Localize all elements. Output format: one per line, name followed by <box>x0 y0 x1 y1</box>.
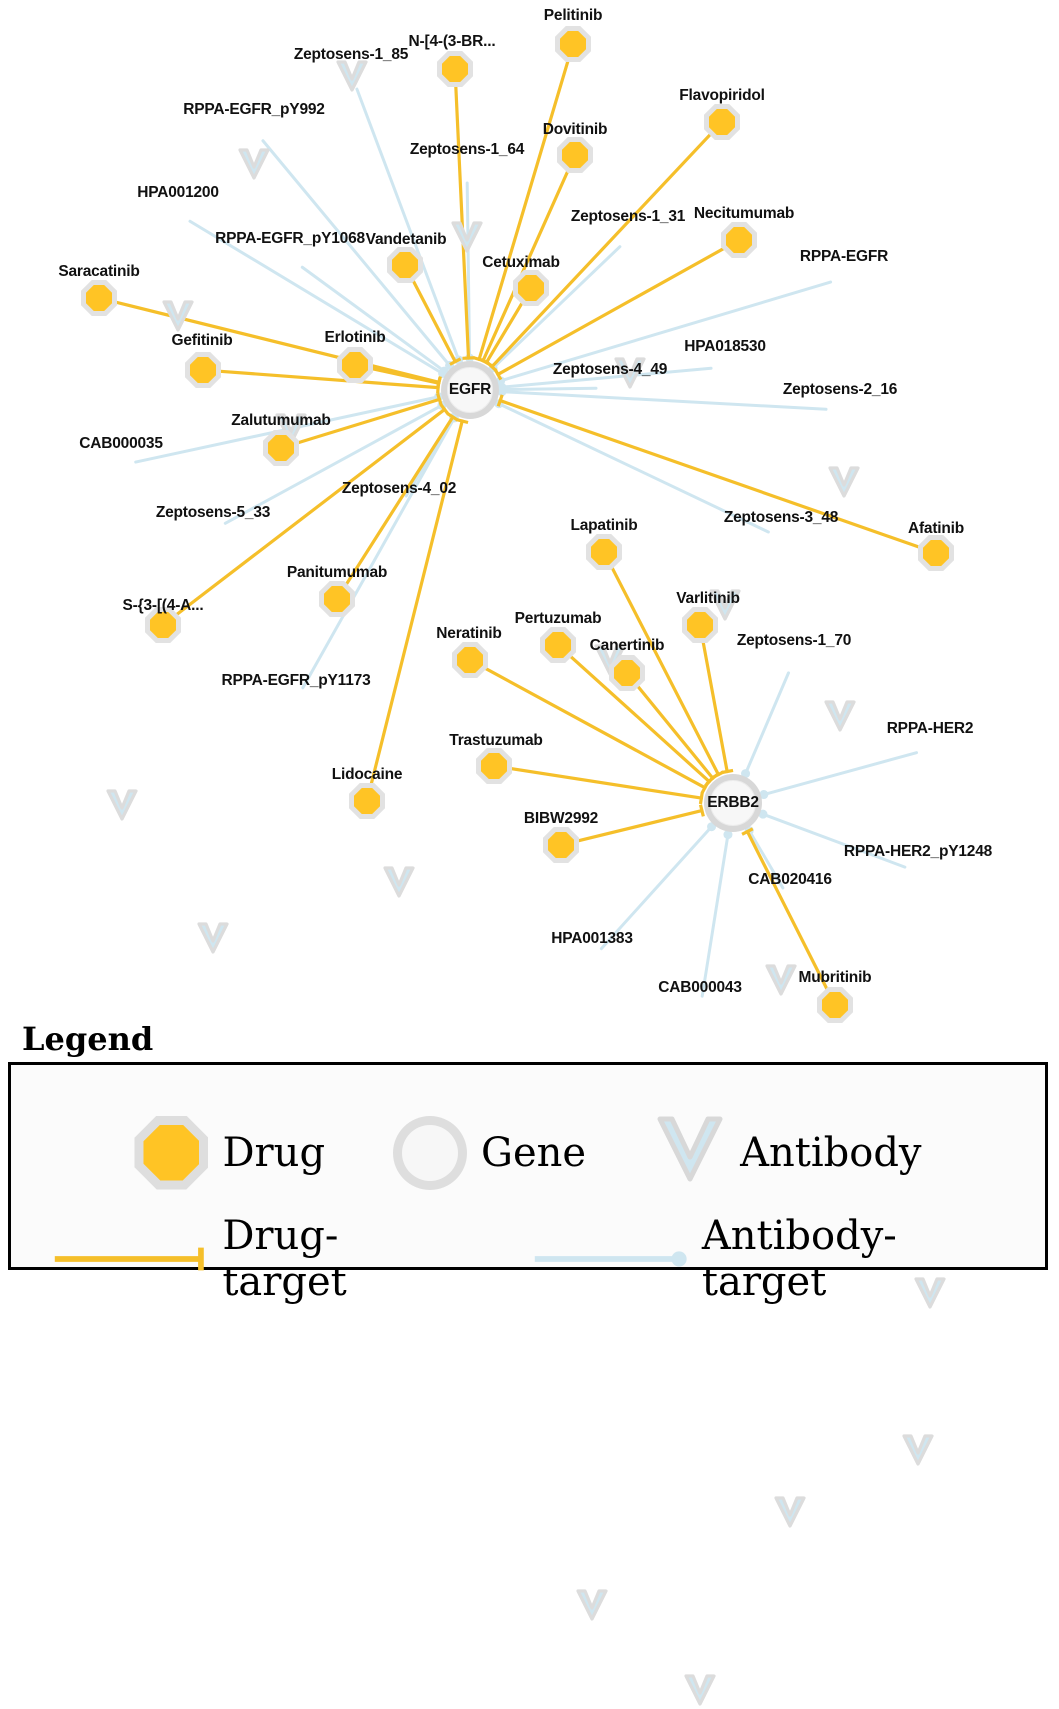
drug-node[interactable] <box>513 270 549 306</box>
drug-octagon-icon <box>591 539 617 565</box>
drug-label: N-[4-(3-BR... <box>408 33 496 50</box>
drug-node[interactable] <box>557 137 593 173</box>
drug-octagon-icon <box>562 142 588 168</box>
legend-node-types <box>11 1113 1045 1192</box>
gene-label: ERBB2 <box>707 794 759 811</box>
antibody-chevron-icon <box>237 147 271 183</box>
drug-node[interactable] <box>555 26 591 62</box>
legend-drug-edge <box>51 1213 451 1305</box>
antibody-label: RPPA-EGFR <box>799 248 889 265</box>
legend-edge-types <box>11 1213 1045 1305</box>
antibody-label: Zeptosens-3_48 <box>723 509 839 526</box>
drug-node[interactable] <box>609 655 645 691</box>
antibody-label: Zeptosens-5_33 <box>155 504 271 521</box>
drug-label: Pertuzumab <box>514 610 602 627</box>
legend-drug <box>134 1116 325 1190</box>
antibody-chevron-icon <box>773 1495 807 1531</box>
drug-label: Lidocaine <box>331 766 403 783</box>
legend-drug-edge-label: Drug-target <box>222 1213 347 1305</box>
legend <box>0 1020 1059 1305</box>
legend-title: Legend <box>22 1020 154 1058</box>
drug-octagon-icon <box>518 275 544 301</box>
antibody-node[interactable] <box>237 147 271 181</box>
drug-label: Mubritinib <box>798 969 872 986</box>
legend-drug-label: Drug <box>222 1129 326 1176</box>
drug-node[interactable] <box>319 581 355 617</box>
antibody-label: CAB020416 <box>748 871 832 888</box>
antibody-node[interactable] <box>161 299 195 333</box>
antibody-node[interactable] <box>683 1673 717 1707</box>
antibody-node[interactable] <box>823 699 857 733</box>
antibody-label: RPPA-HER2_pY1248 <box>843 843 993 860</box>
drug-node[interactable] <box>721 222 757 258</box>
drug-label: Panitumumab <box>286 564 388 581</box>
antibody-label: Zeptosens-4_02 <box>341 480 457 497</box>
legend-antibody-label: Antibody <box>740 1129 922 1176</box>
drug-node[interactable] <box>452 642 488 678</box>
antibody-node[interactable] <box>196 921 230 955</box>
drug-node[interactable] <box>817 987 853 1023</box>
drug-label: Neratinib <box>436 625 502 642</box>
drug-octagon-icon <box>190 357 216 383</box>
antibody-node[interactable] <box>827 465 861 499</box>
antibody-label: Zeptosens-2_16 <box>782 381 898 398</box>
antibody-node[interactable] <box>901 1433 935 1467</box>
drug-octagon-icon <box>342 352 368 378</box>
drug-node[interactable] <box>543 827 579 863</box>
antibody-node[interactable] <box>450 220 484 254</box>
antibody-chevron-icon <box>654 1113 726 1192</box>
antibody-label: HPA001383 <box>551 930 633 947</box>
antibody-label: RPPA-EGFR_pY992 <box>183 101 325 118</box>
antibody-label: Zeptosens-1_64 <box>409 141 525 158</box>
drug-node[interactable] <box>349 783 385 819</box>
antibody-label: CAB000043 <box>658 979 742 996</box>
antibody-label: CAB000035 <box>79 435 163 452</box>
legend-gene-label: Gene <box>481 1129 587 1176</box>
drug-octagon-icon <box>822 992 848 1018</box>
antibody-node[interactable] <box>335 59 369 93</box>
drug-node[interactable] <box>476 748 512 784</box>
antibody-label: HPA001200 <box>137 184 219 201</box>
drug-octagon-icon <box>923 540 949 566</box>
drug-label: Afatinib <box>907 520 965 537</box>
drug-octagon-icon <box>86 285 112 311</box>
antibody-node[interactable] <box>105 788 139 822</box>
antibody-chevron-icon <box>382 865 416 901</box>
drug-octagon-icon <box>150 612 176 638</box>
drug-octagon-icon <box>548 832 574 858</box>
antibody-node[interactable] <box>382 865 416 899</box>
drug-octagon-icon <box>134 1116 208 1190</box>
drug-node[interactable] <box>918 535 954 571</box>
antibody-chevron-icon <box>827 465 861 501</box>
drug-label: Zalutumumab <box>231 412 331 429</box>
drug-octagon-icon <box>545 632 571 658</box>
drug-label: Pelitinib <box>543 7 603 24</box>
drug-label: Vandetanib <box>365 231 447 248</box>
legend-antibody <box>654 1113 921 1192</box>
antibody-chevron-icon <box>823 699 857 735</box>
drug-node[interactable] <box>540 627 576 663</box>
antibody-chevron-icon <box>335 59 369 95</box>
drug-octagon-icon <box>687 612 713 638</box>
drug-octagon-icon <box>324 586 350 612</box>
legend-antibody-edge <box>531 1213 1005 1305</box>
drug-label: Flavopiridol <box>679 87 765 104</box>
drug-label: Cetuximab <box>482 254 560 271</box>
drug-target-edge-icon <box>51 1244 212 1274</box>
antibody-chevron-icon <box>196 921 230 957</box>
drug-label: BIBW2992 <box>523 810 599 827</box>
drug-label: Saracatinib <box>58 263 140 280</box>
drug-octagon-icon <box>481 753 507 779</box>
drug-label: Canertinib <box>589 637 665 654</box>
antibody-chevron-icon <box>450 220 484 256</box>
drug-octagon-icon <box>560 31 586 57</box>
drug-label: S-{3-[(4-A... <box>122 597 204 614</box>
antibody-label: RPPA-EGFR_pY1068 <box>215 230 365 247</box>
drug-node[interactable] <box>682 607 718 643</box>
gene-label: EGFR <box>448 381 492 398</box>
drug-label: Gefitinib <box>171 332 233 349</box>
drug-octagon-icon <box>392 252 418 278</box>
drug-octagon-icon <box>268 435 294 461</box>
antibody-chevron-icon <box>683 1673 717 1709</box>
antibody-label: Zeptosens-1_85 <box>293 46 409 63</box>
antibody-label: RPPA-HER2 <box>886 720 974 737</box>
antibody-label: RPPA-EGFR_pY1173 <box>221 672 371 689</box>
antibody-label: Zeptosens-1_31 <box>570 208 686 225</box>
antibody-node[interactable] <box>773 1495 807 1529</box>
antibody-chevron-icon <box>161 299 195 335</box>
drug-octagon-icon <box>457 647 483 673</box>
drug-octagon-icon <box>614 660 640 686</box>
legend-box <box>8 1062 1048 1305</box>
drug-octagon-icon <box>726 227 752 253</box>
drug-node[interactable] <box>586 534 622 570</box>
drug-label: Erlotinib <box>324 329 386 346</box>
antibody-target-edge-icon <box>531 1244 692 1274</box>
antibody-label: Zeptosens-1_70 <box>736 632 852 649</box>
drug-octagon-icon <box>354 788 380 814</box>
drug-label: Necitumumab <box>693 205 795 222</box>
drug-node[interactable] <box>704 104 740 140</box>
antibody-chevron-icon <box>105 788 139 824</box>
antibody-node[interactable] <box>575 1588 609 1622</box>
antibody-chevron-icon <box>901 1433 935 1469</box>
drug-octagon-icon <box>709 109 735 135</box>
legend-antibody-edge-label: Antibody-target <box>701 1213 897 1305</box>
antibody-chevron-icon <box>575 1588 609 1624</box>
antibody-node[interactable] <box>764 963 798 997</box>
drug-label: Lapatinib <box>570 517 638 534</box>
gene-circle-icon <box>393 1116 467 1190</box>
drug-label: Dovitinib <box>542 121 608 138</box>
antibody-label: HPA018530 <box>684 338 766 355</box>
legend-gene <box>393 1116 586 1190</box>
drug-label: Trastuzumab <box>449 732 543 749</box>
antibody-label: Zeptosens-4_49 <box>552 361 668 378</box>
drug-octagon-icon <box>442 56 468 82</box>
drug-label: Varlitinib <box>676 590 740 607</box>
antibody-chevron-icon <box>764 963 798 999</box>
